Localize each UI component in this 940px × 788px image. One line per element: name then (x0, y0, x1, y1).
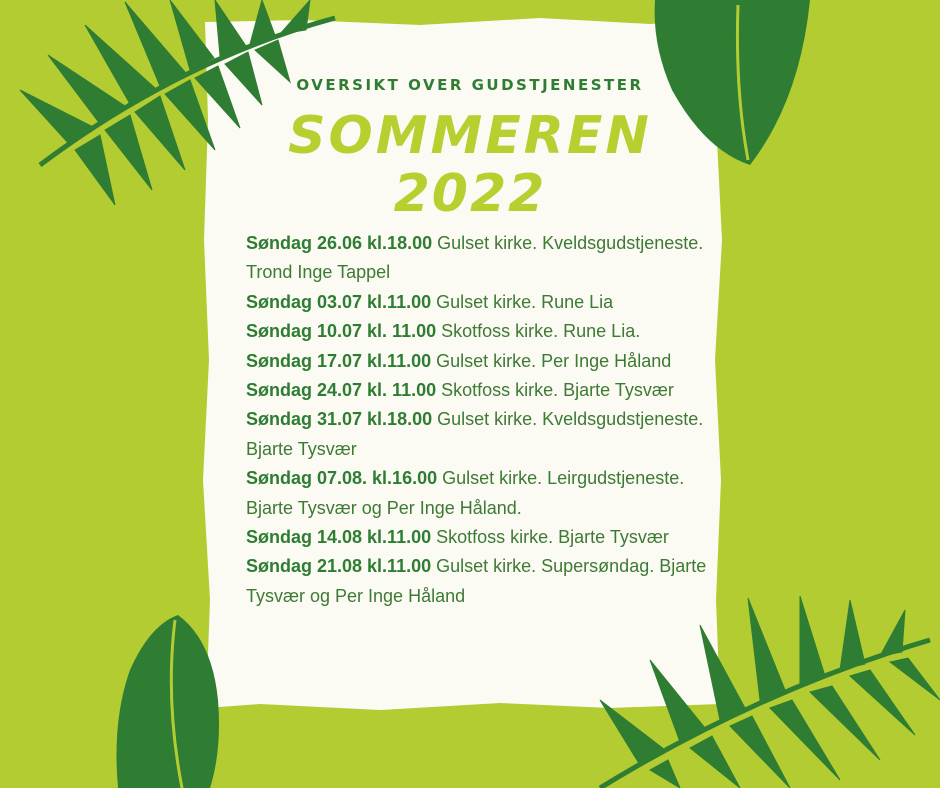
service-details: Gulset kirke. Supersøndag. Bjarte Tysvær og Per Inge Håland (246, 556, 707, 606)
list-item (246, 464, 722, 523)
service-details: Skotfoss kirke. Bjarte Tysvær (431, 527, 669, 548)
list-item (246, 288, 722, 317)
service-details: Gulset kirke. Leirgudstjeneste. Bjarte Tysvær og Per Inge Håland. (246, 468, 685, 518)
page-title-year: 2022 (393, 164, 547, 224)
list-item (246, 317, 722, 346)
service-date: Søndag 17.07 kl.11.00 (246, 350, 432, 371)
service-details: Gulset kirke. Kveldsgudstjeneste. Bjarte Tysvær (246, 409, 704, 459)
service-date: Søndag 31.07 kl.18.00 (246, 409, 433, 430)
service-date: Søndag 26.06 kl.18.00 (246, 233, 433, 253)
list-item (246, 229, 722, 288)
list-item (246, 552, 722, 611)
service-date: Søndag 24.07 kl. 11.00 (246, 380, 437, 401)
service-details: Gulset kirke. Per Inge Håland (431, 350, 672, 371)
service-date: Søndag 10.07 kl. 11.00 (246, 321, 437, 342)
page-title: SOMMEREN (288, 106, 652, 166)
service-date: Søndag 03.07 kl.11.00 (246, 291, 432, 312)
overline-heading: OVERSIKT OVER GUDSTJENESTER (296, 76, 644, 94)
list-item (246, 347, 722, 376)
list-item (246, 376, 722, 405)
list-item (246, 523, 722, 552)
service-date: Søndag 14.08 kl.11.00 (246, 527, 432, 548)
service-date: Søndag 07.08. kl.16.00 (246, 468, 438, 489)
service-details: Gulset kirke. Rune Lia (431, 291, 614, 312)
service-details: Skotfoss kirke. Bjarte Tysvær (436, 380, 674, 401)
service-schedule (246, 229, 722, 611)
list-item (246, 405, 722, 464)
service-details: Gulset kirke. Kveldsgudstjeneste. Trond Inge Tappel (246, 233, 704, 283)
service-date: Søndag 21.08 kl.11.00 (246, 556, 432, 577)
service-details: Skotfoss kirke. Rune Lia. (436, 321, 641, 342)
